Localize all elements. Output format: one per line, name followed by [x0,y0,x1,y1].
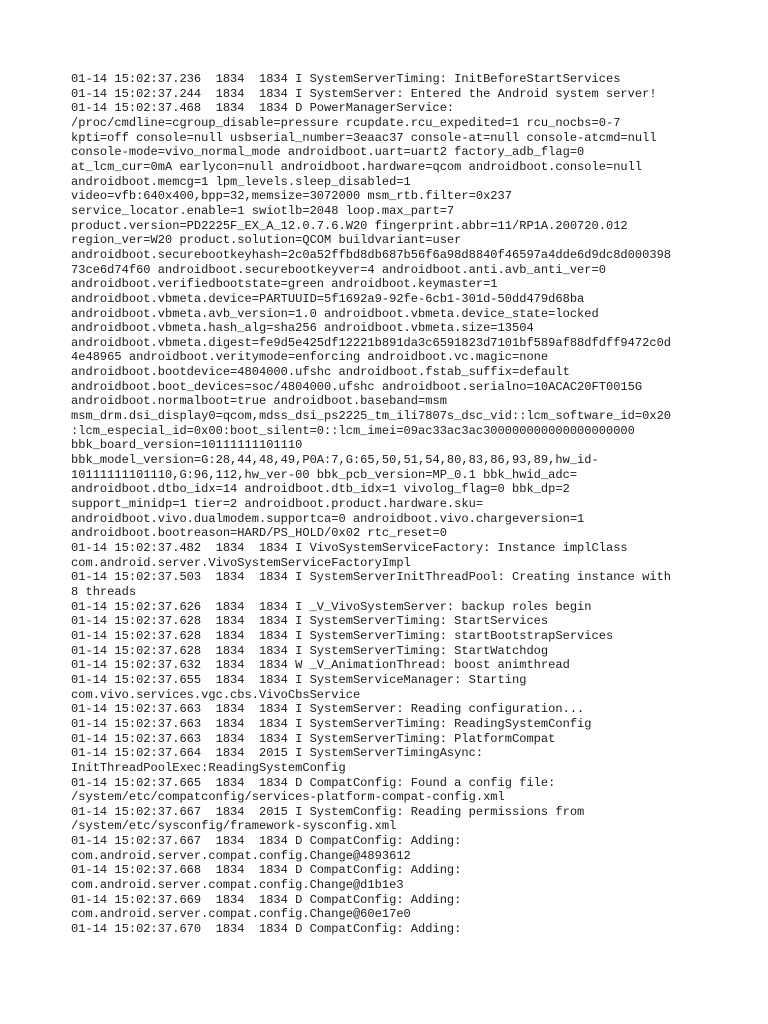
log-line: 01-14 15:02:37.670 1834 1834 D CompatConfig: Adding: [71,922,462,937]
log-line: support_minidp=1 tier=2 androidboot.product.hardware.sku= [71,497,484,512]
log-line: 01-14 15:02:37.628 1834 1834 I SystemServerTiming: startBootstrapServices [71,628,614,643]
log-line: androidboot.vivo.dualmodem.supportca=0 androidboot.vivo.chargeversion=1 [71,511,585,526]
log-line: 01-14 15:02:37.664 1834 2015 I SystemServerTimingAsync: [71,746,484,761]
log-line: console-mode=vivo_normal_mode androidboot.uart=uart2 factory_adb_flag=0 [71,145,585,160]
log-line: 01-14 15:02:37.626 1834 1834 I _V_VivoSystemServer: backup roles begin [71,599,592,614]
log-line: 73ce6d74f60 androidboot.securebootkeyver=4 androidboot.anti.avb_anti_ver=0 [71,262,606,277]
log-line: bbk_board_version=10111111101110 [71,438,303,453]
log-line: service_locator.enable=1 swiotlb=2048 loop.max_part=7 [71,203,455,218]
log-line: 01-14 15:02:37.632 1834 1834 W _V_AnimationThread: boost animthread [71,658,570,673]
log-line: androidboot.vbmeta.hash_alg=sha256 androidboot.vbmeta.size=13504 [71,321,534,336]
log-line: :lcm_especial_id=0x00:boot_silent=0::lcm_imei=09ac33ac3ac300000000000000000000 [71,423,635,438]
log-line: com.android.server.compat.config.Change@60e17e0 [71,907,411,922]
log-line: 01-14 15:02:37.482 1834 1834 I VivoSystemServiceFactory: Instance implClass [71,541,628,555]
log-line: com.vivo.services.vgc.cbs.VivoCbsService [71,687,361,702]
log-line: androidboot.memcg=1 lpm_levels.sleep_disabled=1 [71,174,411,189]
log-line: com.android.server.compat.config.Change@4893612 [71,848,411,863]
log-line: 01-14 15:02:37.236 1834 1834 I SystemServerTiming: InitBeforeStartServices [71,72,621,86]
log-line: bbk_model_version=G:28,44,48,49,P0A:7,G:65,50,51,54,80,83,86,93,89,hw_id- [71,453,599,468]
log-line: /system/etc/sysconfig/framework-sysconfig.xml [71,819,397,834]
log-line: InitThreadPoolExec:ReadingSystemConfig [71,760,346,775]
log-line: androidboot.vbmeta.digest=fe9d5e425df12221b891da3c6591823d7101bf589af88dfdff9472c0d [71,335,672,350]
log-line: 4e48965 androidboot.veritymode=enforcing androidboot.vc.magic=none [71,350,549,365]
log-line: msm_drm.dsi_display0=qcom,mdss_dsi_ps2225_tm_ili7807s_dsc_vid::lcm_software_id=0x20 [71,409,672,424]
log-line: 01-14 15:02:37.663 1834 1834 I SystemServer: Reading configuration... [71,702,585,717]
log-line: 10111111101110,G:96,112,hw_ver-00 bbk_pcb_version=MP_0.1 bbk_hwid_adc= [71,467,578,482]
log-line: video=vfb:640x400,bpp=32,memsize=3072000 msm_rtb.filter=0x237 [71,189,512,204]
log-line: 01-14 15:02:37.628 1834 1834 I SystemServerTiming: StartWatchdog [71,643,549,658]
log-line: androidboot.boot_devices=soc/4804000.ufshc androidboot.serialno=10ACAC20FT0015G [71,379,643,394]
log-line: 01-14 15:02:37.668 1834 1834 D CompatConfig: Adding: [71,863,462,878]
log-line: at_lcm_cur=0mA earlycon=null androidboot.hardware=qcom androidboot.console=null [71,159,643,174]
log-line: /proc/cmdline=cgroup_disable=pressure rcupdate.rcu_expedited=1 rcu_nocbs=0-7 [71,115,621,130]
log-line: kpti=off console=null usbserial_number=3eaac37 console-at=null console-atcmd=null [71,130,657,145]
log-line: androidboot.bootreason=HARD/PS_HOLD/0x02 rtc_reset=0 [71,526,447,541]
log-line: androidboot.dtbo_idx=14 androidboot.dtb_idx=1 vivolog_flag=0 bbk_dp=2 [71,482,570,497]
log-line: androidboot.vbmeta.device=PARTUUID=5f1692a9-92fe-6cb1-301d-50dd479d68ba [71,291,585,306]
log-text-block [71,72,761,937]
log-line: androidboot.normalboot=true androidboot.baseband=msm [71,394,447,409]
log-line: 01-14 15:02:37.663 1834 1834 I SystemServerTiming: ReadingSystemConfig [71,716,592,731]
log-line: region_ver=W20 product.solution=QCOM buildvariant=user [71,233,462,248]
log-line: 8 threads [71,584,137,599]
log-line: com.android.server.compat.config.Change@d1b1e3 [71,878,404,893]
log-line: 01-14 15:02:37.244 1834 1834 I SystemServer: Entered the Android system server! [71,86,657,101]
log-line: 01-14 15:02:37.628 1834 1834 I SystemServerTiming: StartServices [71,614,549,629]
log-line: 01-14 15:02:37.503 1834 1834 I SystemServerInitThreadPool: Creating instance with [71,570,672,585]
log-line: androidboot.bootdevice=4804000.ufshc androidboot.fstab_suffix=default [71,365,570,380]
log-line: 01-14 15:02:37.667 1834 1834 D CompatConfig: Adding: [71,834,462,849]
log-line: 01-14 15:02:37.669 1834 1834 D CompatConfig: Adding: [71,892,462,907]
log-line: 01-14 15:02:37.655 1834 1834 I SystemServiceManager: Starting [71,672,527,687]
log-line: com.android.server.VivoSystemServiceFactoryImpl [71,555,411,570]
log-line: androidboot.verifiedbootstate=green androidboot.keymaster=1 [71,277,498,292]
log-line: 01-14 15:02:37.663 1834 1834 I SystemServerTiming: PlatformCompat [71,731,556,746]
log-line: androidboot.securebootkeyhash=2c0a52ffbd8db687b56f6a98d8840f46597a4dde6d9dc8d000398 [71,247,672,262]
log-line: 01-14 15:02:37.665 1834 1834 D CompatConfig: Found a config file: [71,775,556,790]
log-line: 01-14 15:02:37.468 1834 1834 D PowerManagerService: [71,101,455,116]
log-line: 01-14 15:02:37.667 1834 2015 I SystemConfig: Reading permissions from [71,804,585,819]
log-line: product.version=PD2225F_EX_A_12.0.7.6.W20 fingerprint.abbr=11/RP1A.200720.012 [71,218,628,233]
log-line: androidboot.vbmeta.avb_version=1.0 androidboot.vbmeta.device_state=locked [71,306,599,321]
log-line: /system/etc/compatconfig/services-platform-compat-config.xml [71,790,505,805]
